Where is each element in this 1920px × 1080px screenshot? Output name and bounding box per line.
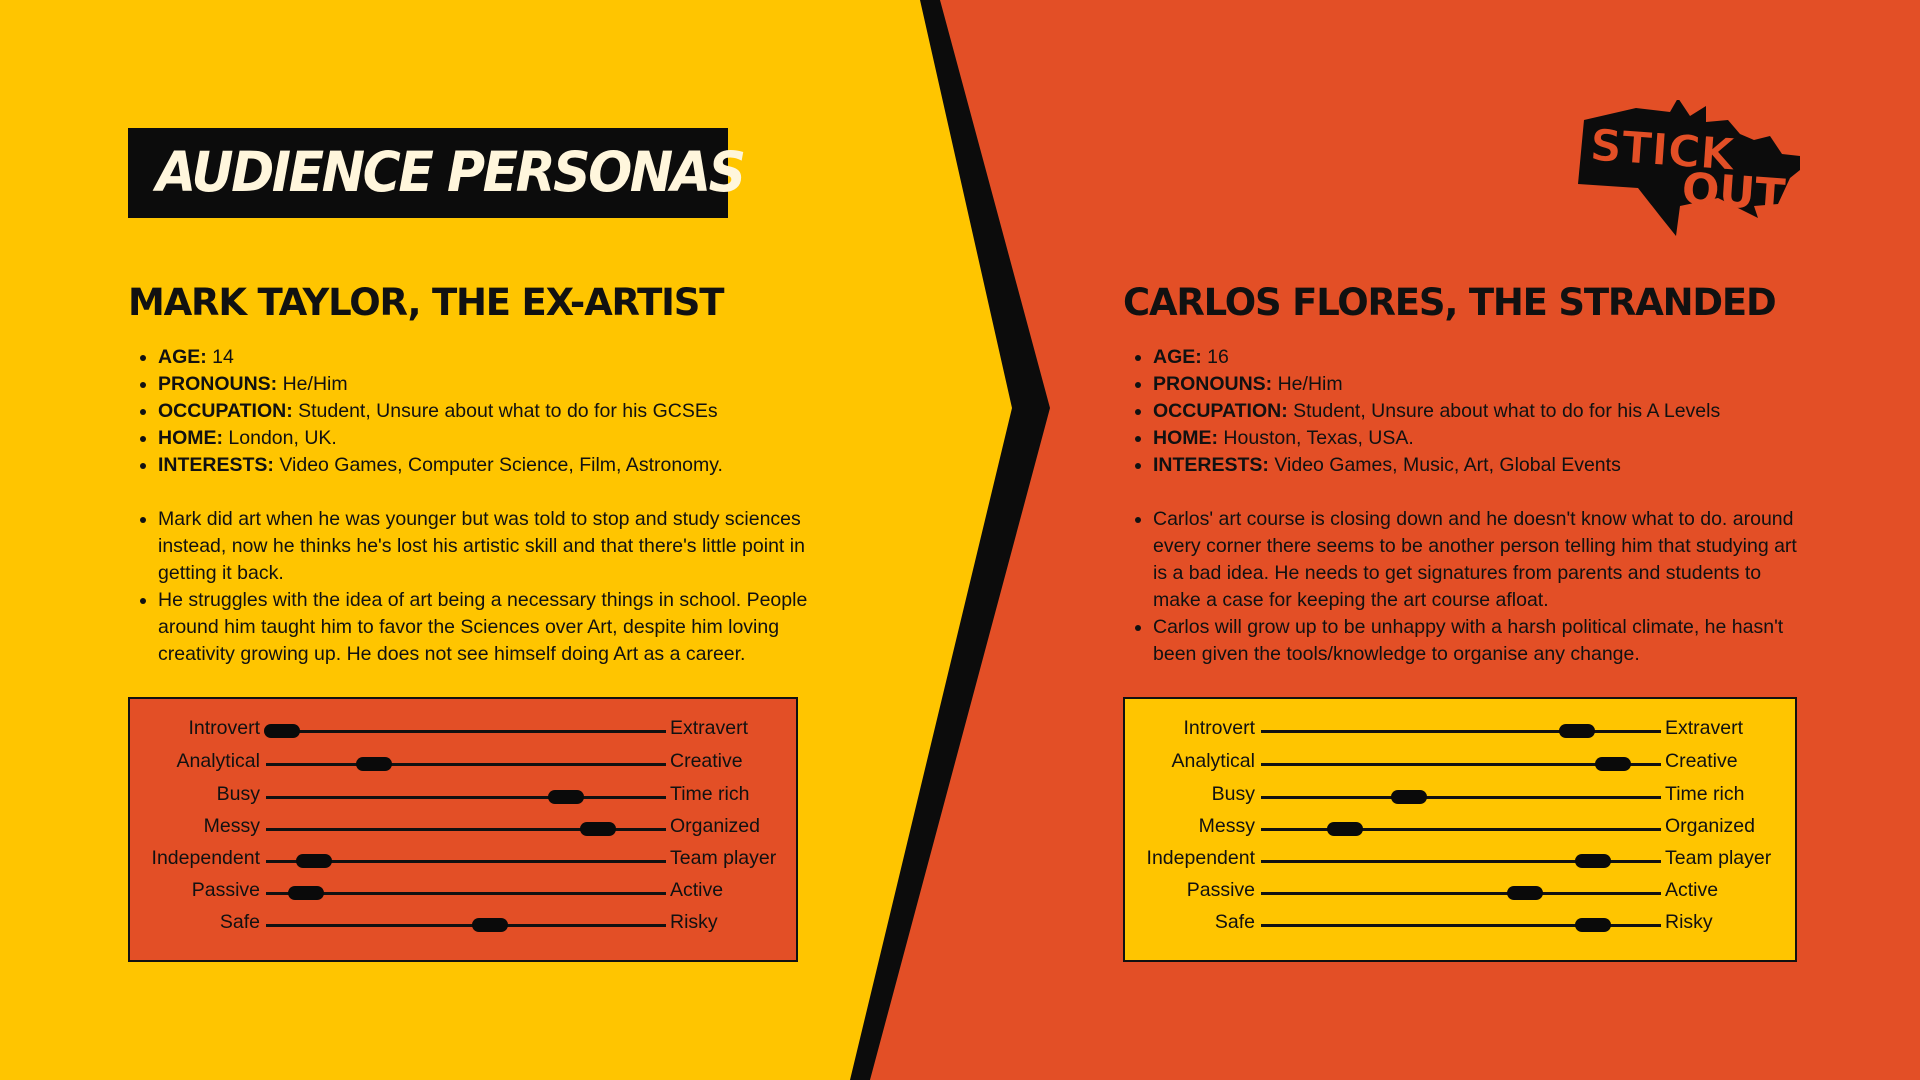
- fact-label: OCCUPATION:: [1153, 400, 1288, 422]
- persona-name: CARLOS FLORES, THE STRANDED: [1123, 281, 1776, 324]
- fact-value: 16: [1207, 346, 1229, 368]
- trait-right-label: Extravert: [1665, 717, 1744, 739]
- trait-left-label: Independent: [1146, 847, 1255, 869]
- fact-interests: [1153, 452, 1808, 479]
- trait-slider-knob: [1595, 757, 1631, 771]
- fact-interests: [158, 452, 813, 479]
- trait-right-label: Active: [670, 879, 724, 901]
- persona-facts: [128, 344, 813, 479]
- fact-label: PRONOUNS:: [158, 373, 278, 395]
- trait-slider-knob: [1507, 886, 1543, 900]
- trait-right-label: Organized: [1665, 815, 1755, 837]
- fact-value: London, UK.: [228, 427, 337, 449]
- fact-pronouns: [158, 371, 813, 398]
- fact-label: AGE:: [158, 346, 207, 368]
- trait-slider-knob: [1575, 918, 1611, 932]
- trait-scale-row: [1125, 781, 1795, 809]
- trait-scale-row: [130, 715, 796, 743]
- trait-right-label: Extravert: [670, 717, 749, 739]
- trait-slider-knob: [356, 757, 392, 771]
- fact-label: INTERESTS:: [1153, 454, 1269, 476]
- trait-slider-track: [1261, 730, 1661, 733]
- note-item: • Mark did art when he was younger but was told to stop and study sciences instead, now he thinks he's lost his artistic skill and that there's little point in getting it back.: [158, 506, 813, 587]
- trait-slider-track: [1261, 796, 1661, 799]
- trait-slider-track: [266, 892, 666, 895]
- persona-facts: [1123, 344, 1808, 479]
- note-item: • Carlos' art course is closing down and he doesn't know what to do. around every corner there seems to be another person telling him that studying art is a bad idea. He needs to get signatures from parents and students to make a case for keeping the art course afloat.: [1153, 506, 1808, 614]
- trait-left-label: Messy: [203, 815, 260, 837]
- trait-left-label: Busy: [1211, 783, 1255, 805]
- trait-scale-row: [1125, 845, 1795, 873]
- trait-scale-row: [1125, 715, 1795, 743]
- trait-left-label: Introvert: [1183, 717, 1255, 739]
- persona-name: MARK TAYLOR, THE EX-ARTIST: [128, 281, 724, 324]
- trait-scale-row: [1125, 748, 1795, 776]
- trait-left-label: Introvert: [188, 717, 260, 739]
- trait-slider-knob: [472, 918, 508, 932]
- trait-slider-knob: [1575, 854, 1611, 868]
- trait-slider-track: [266, 763, 666, 766]
- trait-left-label: Messy: [1198, 815, 1255, 837]
- title-banner: [128, 128, 744, 218]
- trait-right-label: Risky: [670, 911, 718, 933]
- trait-scale-row: [1125, 909, 1795, 937]
- trait-scale-row: [130, 748, 796, 776]
- trait-slider-track: [266, 924, 666, 927]
- trait-slider-knob: [1391, 790, 1427, 804]
- trait-left-label: Analytical: [176, 750, 260, 772]
- trait-right-label: Organized: [670, 815, 760, 837]
- trait-scale-row: [130, 813, 796, 841]
- fact-value: Student, Unsure about what to do for his A Levels: [1293, 400, 1721, 422]
- trait-left-label: Analytical: [1171, 750, 1255, 772]
- trait-slider-knob: [1327, 822, 1363, 836]
- fact-label: INTERESTS:: [158, 454, 274, 476]
- trait-slider-track: [1261, 828, 1661, 831]
- trait-slider-track: [266, 796, 666, 799]
- fact-value: Video Games, Computer Science, Film, Astronomy.: [279, 454, 723, 476]
- logo-text-stick: STICK: [1588, 119, 1737, 181]
- trait-right-label: Creative: [1665, 750, 1738, 772]
- fact-home: [1153, 425, 1808, 452]
- trait-right-label: Active: [1665, 879, 1719, 901]
- note-item: • Carlos will grow up to be unhappy with a harsh political climate, he hasn't been given the tools/knowledge to organise any change.: [1153, 614, 1808, 668]
- trait-right-label: Risky: [1665, 911, 1713, 933]
- fact-occupation: [1153, 398, 1808, 425]
- logo-text-out: OUT: [1680, 163, 1787, 222]
- trait-slider-knob: [296, 854, 332, 868]
- trait-right-label: Time rich: [1665, 783, 1745, 805]
- trait-slider-track: [266, 730, 666, 733]
- trait-left-label: Safe: [219, 911, 260, 933]
- trait-left-label: Passive: [1186, 879, 1255, 901]
- fact-value: Video Games, Music, Art, Global Events: [1274, 454, 1621, 476]
- trait-slider-knob: [1559, 724, 1595, 738]
- trait-slider-knob: [548, 790, 584, 804]
- fact-value: 14: [212, 346, 234, 368]
- trait-scale-row: [1125, 813, 1795, 841]
- persona-notes: [128, 506, 813, 668]
- fact-label: HOME:: [1153, 427, 1218, 449]
- persona-carlos: [1123, 278, 1823, 668]
- persona-mark: [128, 278, 828, 668]
- fact-value: He/Him: [1277, 373, 1343, 395]
- trait-slider-knob: [288, 886, 324, 900]
- trait-scale-row: [130, 845, 796, 873]
- fact-value: Houston, Texas, USA.: [1223, 427, 1414, 449]
- fact-home: [158, 425, 813, 452]
- fact-occupation: [158, 398, 813, 425]
- trait-scales-mark: [128, 697, 798, 962]
- trait-slider-knob: [264, 724, 300, 738]
- page-title: AUDIENCE PERSONAS: [156, 141, 744, 205]
- stick-out-logo: [1578, 100, 1804, 250]
- fact-value: He/Him: [282, 373, 348, 395]
- fact-age: [1153, 344, 1808, 371]
- trait-left-label: Safe: [1214, 911, 1255, 933]
- persona-notes: [1123, 506, 1808, 668]
- fact-label: PRONOUNS:: [1153, 373, 1273, 395]
- trait-scale-row: [1125, 877, 1795, 905]
- fact-pronouns: [1153, 371, 1808, 398]
- trait-scale-row: [130, 909, 796, 937]
- fact-label: OCCUPATION:: [158, 400, 293, 422]
- trait-scales-carlos: [1123, 697, 1797, 962]
- fact-age: [158, 344, 813, 371]
- trait-scale-row: [130, 877, 796, 905]
- trait-scale-row: [130, 781, 796, 809]
- fact-label: HOME:: [158, 427, 223, 449]
- trait-left-label: Passive: [191, 879, 260, 901]
- trait-right-label: Team player: [1665, 847, 1772, 869]
- trait-slider-track: [1261, 892, 1661, 895]
- fact-value: Student, Unsure about what to do for his GCSEs: [298, 400, 718, 422]
- trait-right-label: Team player: [670, 847, 777, 869]
- trait-left-label: Busy: [216, 783, 260, 805]
- trait-right-label: Creative: [670, 750, 743, 772]
- fact-label: AGE:: [1153, 346, 1202, 368]
- trait-slider-knob: [580, 822, 616, 836]
- note-item: • He struggles with the idea of art being a necessary things in school. People around him taught him to favor the Sciences over Art, despite him loving creativity growing up. He does not see himself doing Art as a career.: [158, 587, 813, 668]
- trait-right-label: Time rich: [670, 783, 750, 805]
- trait-left-label: Independent: [151, 847, 260, 869]
